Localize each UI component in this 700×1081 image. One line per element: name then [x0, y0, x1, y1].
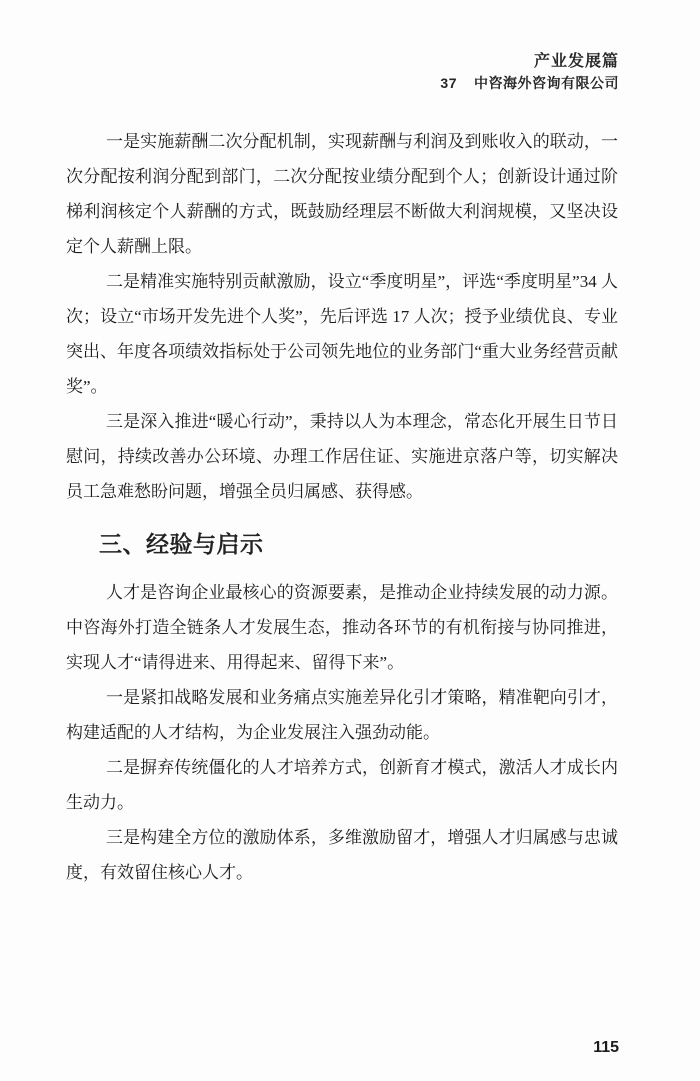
body-paragraph: 人才是咨询企业最核心的资源要素，是推动企业持续发展的动力源。中咨海外打造全链条人才发展生态，推动各环节的有机衔接与协同推进，实现人才“请得进来、用得起来、留得下来”。: [66, 583, 618, 672]
body-paragraph: 三是深入推进“暖心行动”，秉持以人为本理念，常态化开展生日节日慰问，持续改善办公环境、办理工作居住证、实施进京落户等，切实解决员工急难愁盼问题，增强全员归属感、获得感。: [66, 412, 618, 501]
body-paragraph: 二是精准实施特别贡献激励，设立“季度明星”，评选“季度明星”34 人次；设立“市场开发先进个人奖”，先后评选 17 人次；授予业绩优良、专业突出、年度各项绩效指标处于公司领先地位的业务部门“重大业务经营贡献奖”。: [66, 272, 618, 396]
header-org-name: 中咨海外咨询有限公司: [474, 75, 619, 91]
body-paragraph: 三是构建全方位的激励体系，多维激励留才，增强人才归属感与忠诚度，有效留住核心人才。: [66, 828, 618, 882]
header-chapter-number: 37: [440, 75, 457, 91]
body-paragraph: 二是摒弃传统僵化的人才培养方式，创新育才模式，激活人才成长内生动力。: [66, 758, 618, 812]
body-paragraph: 一是紧扣战略发展和业务痛点实施差异化引才策略，精准靶向引才，构建适配的人才结构，为企业发展注入强劲动能。: [66, 688, 618, 742]
page-footer: [593, 1040, 619, 1056]
page-header: [440, 54, 619, 90]
body-paragraph: 一是实施薪酬二次分配机制，实现薪酬与利润及到账收入的联动，一次分配按利润分配到部门，二次分配按业绩分配到个人；创新设计通过阶梯利润核定个人薪酬的方式，既鼓励经理层不断做大利润规模，又坚决设定个人薪酬上限。: [66, 132, 618, 256]
header-section-title: 产业发展篇: [533, 53, 619, 70]
header-org-line: [440, 76, 619, 90]
document-body: [66, 124, 618, 890]
page-number: 115: [593, 1039, 619, 1056]
section-heading: 三、经验与启示: [99, 531, 264, 557]
